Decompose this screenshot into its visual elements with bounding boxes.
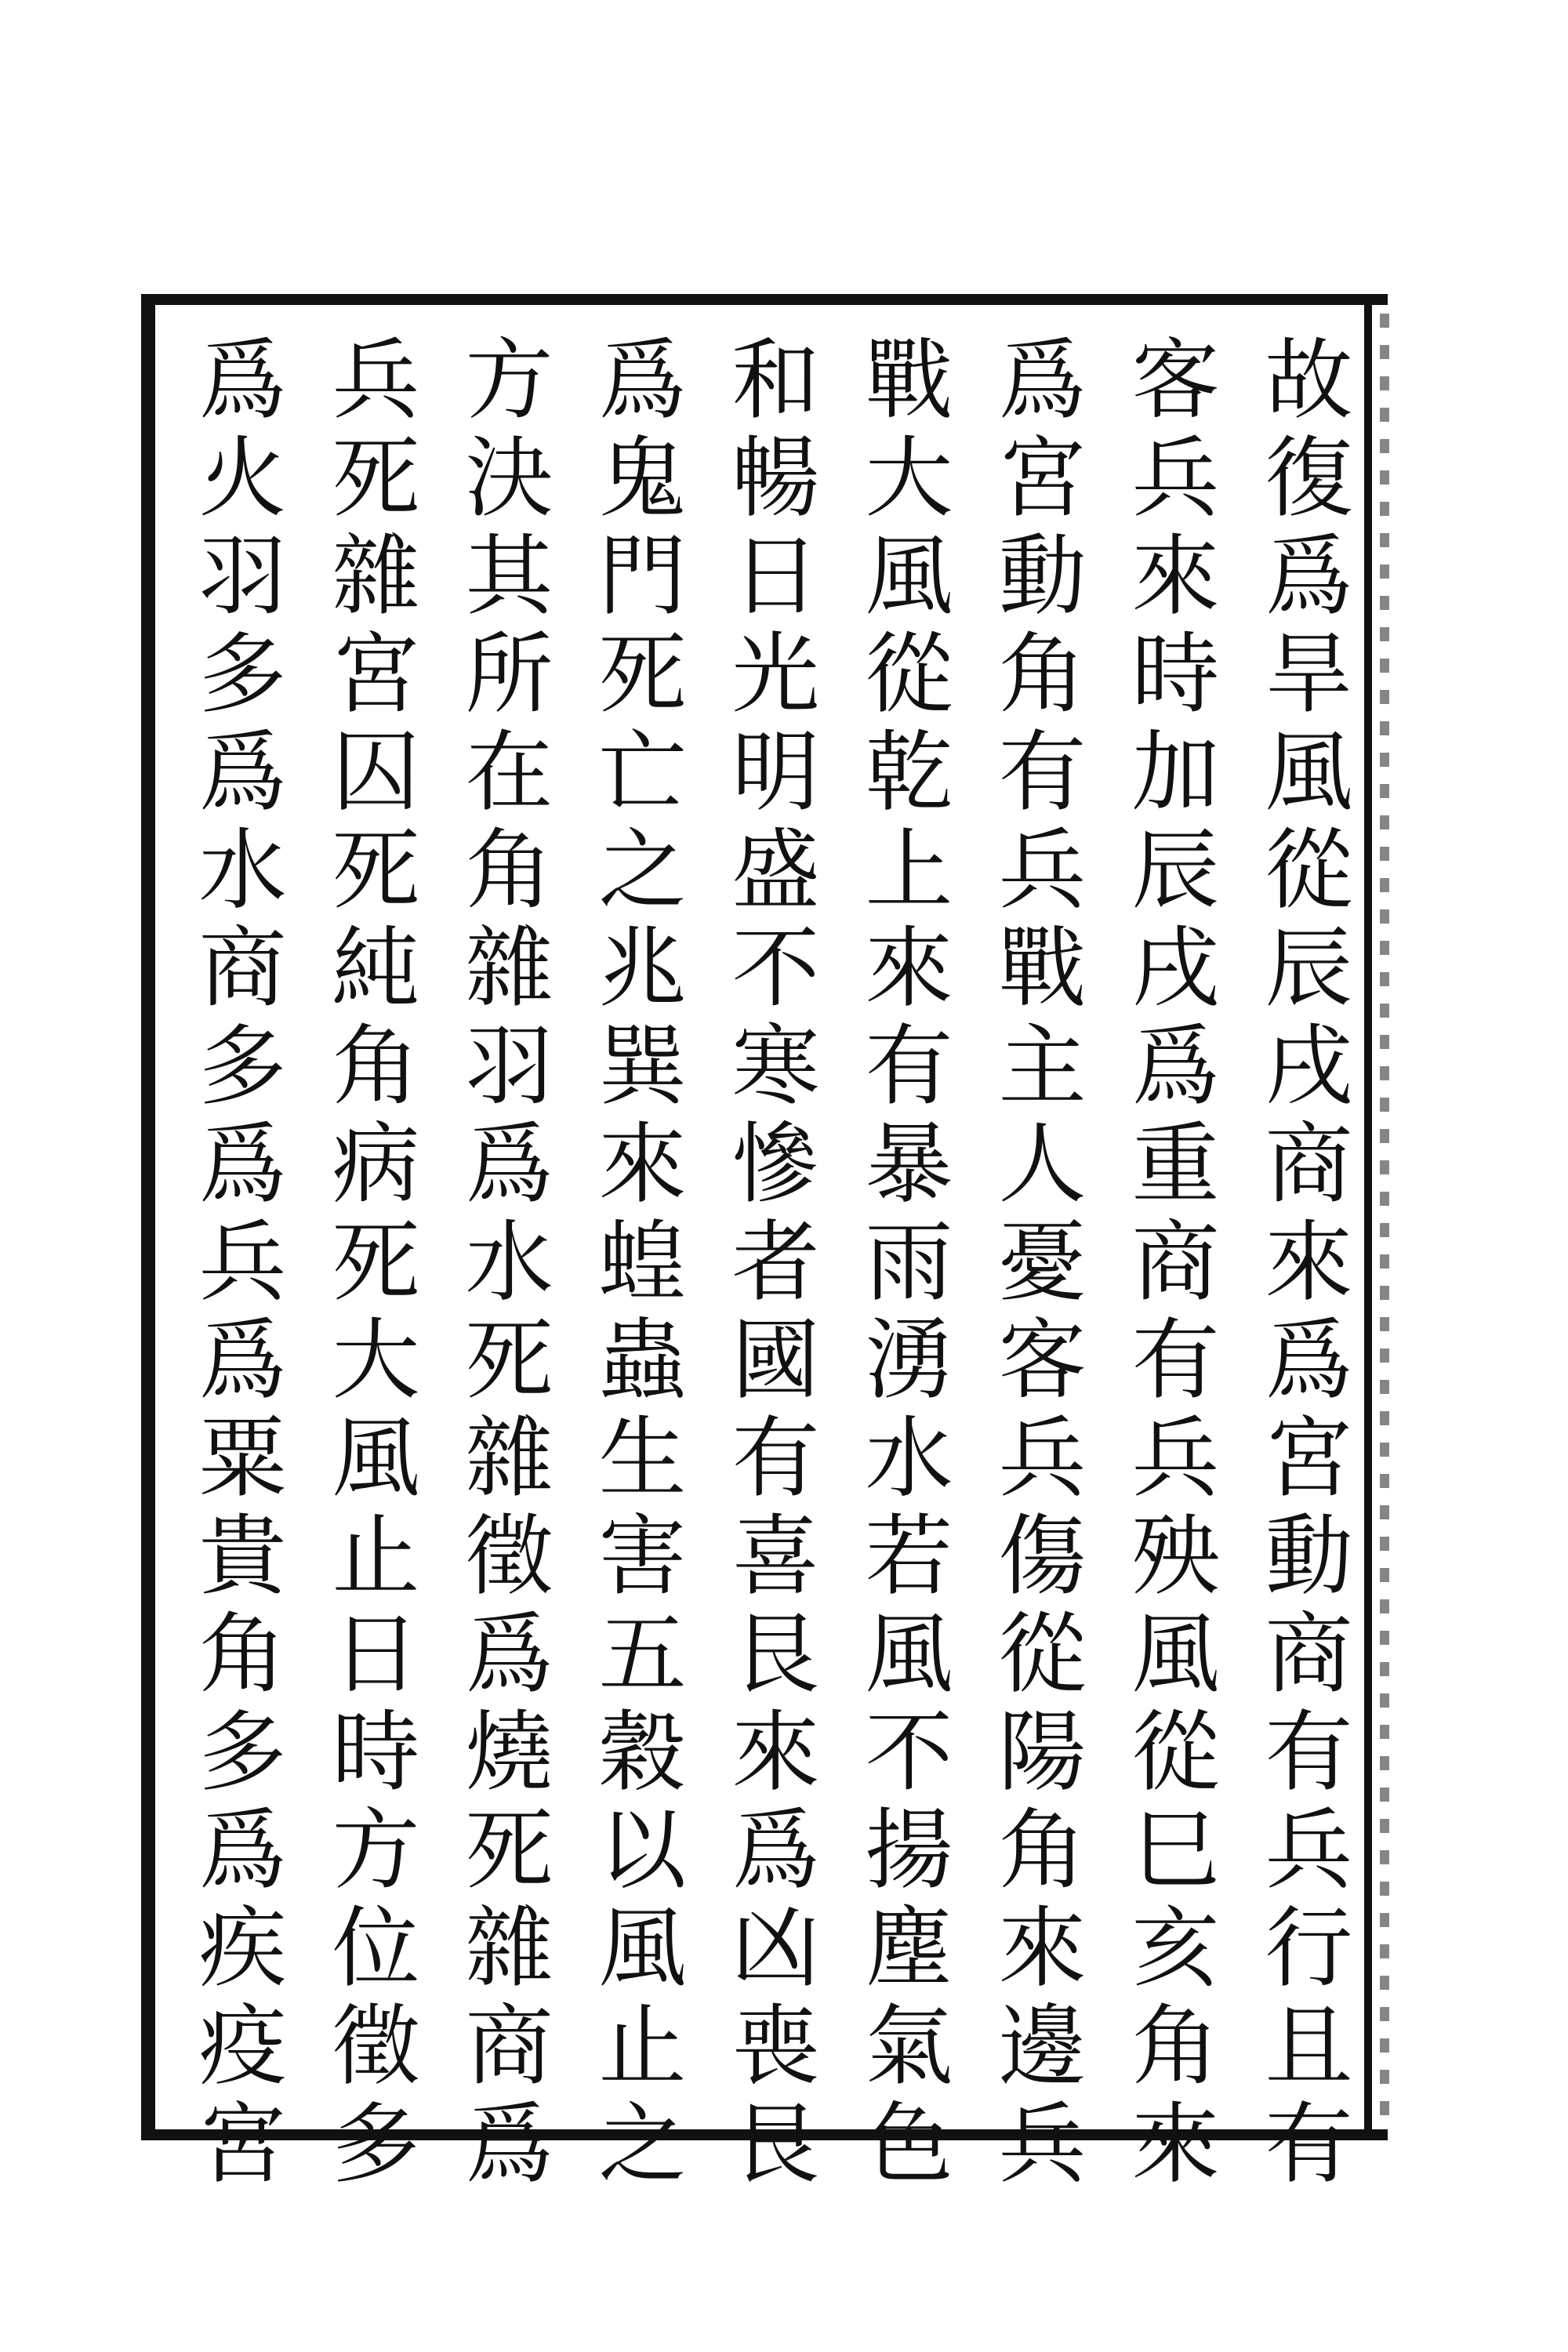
frame-top-border — [141, 294, 1388, 305]
text-column-9: 爲火羽多爲水商多爲兵爲粟貴角多爲疾疫宮 — [184, 333, 286, 2195]
text-column-3: 爲宮動角有兵戰主人憂客兵傷從陽角來邊兵 — [984, 333, 1086, 2195]
adjacent-leaf-edge — [1380, 314, 1389, 2125]
frame-right-border — [1364, 294, 1372, 2140]
frame-left-border — [141, 294, 155, 2140]
text-block — [161, 310, 1360, 2195]
text-column-6: 爲鬼門死亡之兆巽來蝗蟲生害五穀以風止之 — [584, 333, 686, 2195]
text-column-8: 兵死雜宮囚死純角病死大風止日時方位徵多 — [318, 333, 419, 2195]
text-column-4: 戰大風從乾上來有暴雨湧水若風不揚塵氣色 — [851, 333, 953, 2195]
text-column-1: 故復爲旱風從辰戌商來爲宮動商有兵行且有 — [1250, 333, 1352, 2195]
text-column-2: 客兵來時加辰戌爲重商有兵殃風從巳亥角來 — [1117, 333, 1219, 2195]
text-column-7: 方決其所在角雜羽爲水死雜徵爲燒死雜商爲 — [451, 333, 553, 2195]
text-column-5: 和暢日光明盛不寒慘者國有喜艮來爲凶喪艮 — [717, 333, 819, 2195]
